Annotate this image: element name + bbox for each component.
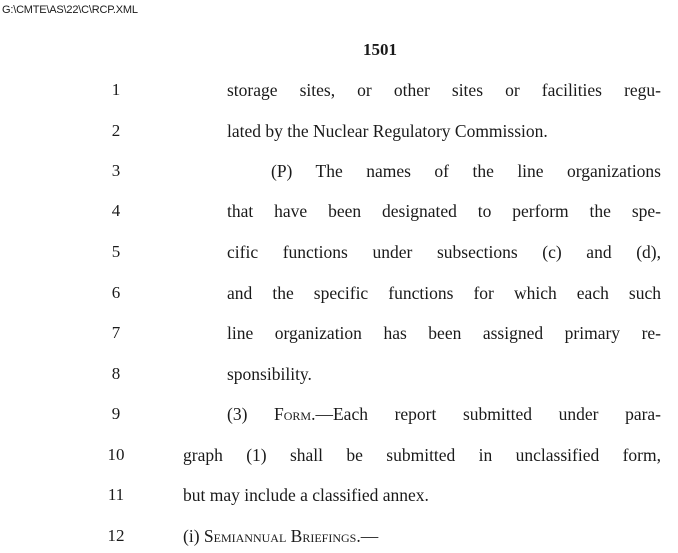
line-text: cific functions under subsections (c) and (d), xyxy=(227,242,661,262)
line-number: 3 xyxy=(111,161,121,180)
line-text: sponsibility. xyxy=(227,364,312,384)
paragraph-heading: Form xyxy=(274,404,312,424)
text-line xyxy=(0,482,678,508)
text-line xyxy=(0,118,678,144)
text-line xyxy=(0,280,678,306)
page-number: 1501 xyxy=(363,40,397,59)
line-text: (P) The names of the line organizations xyxy=(271,161,661,181)
text-line xyxy=(0,198,678,224)
line-text xyxy=(183,523,378,549)
line-number: 10 xyxy=(107,445,125,464)
line-number: 4 xyxy=(111,201,121,220)
text-line xyxy=(0,361,678,387)
paragraph-marker: (i) xyxy=(183,526,204,546)
line-number: 12 xyxy=(107,526,125,545)
line-text: that have been designated to perform the spe- xyxy=(227,201,661,221)
line-number: 5 xyxy=(111,242,121,261)
paragraph-text: .—Each report submitted under para- xyxy=(311,404,662,424)
line-number: 11 xyxy=(107,485,125,504)
line-text: storage sites, or other sites or facilities regu- xyxy=(227,80,661,100)
line-number: 6 xyxy=(111,283,121,302)
line-text xyxy=(227,401,661,427)
line-number: 9 xyxy=(111,404,121,423)
file-path: G:\CMTE\AS\22\C\RCP.XML xyxy=(2,4,138,16)
line-number: 7 xyxy=(111,323,121,342)
text-line xyxy=(0,320,678,346)
text-line xyxy=(0,523,678,549)
line-number: 1 xyxy=(111,80,121,99)
line-number: 2 xyxy=(111,121,121,140)
text-line xyxy=(0,77,678,103)
text-line xyxy=(0,401,678,427)
line-text: line organization has been assigned primary re- xyxy=(227,323,661,343)
text-line xyxy=(0,442,678,468)
paragraph-text: .— xyxy=(356,526,379,546)
line-text: but may include a classified annex. xyxy=(183,485,429,505)
paragraph-marker: (3) xyxy=(227,404,275,424)
text-line xyxy=(0,158,678,184)
text-line xyxy=(0,239,678,265)
line-text: graph (1) shall be submitted in unclassified form, xyxy=(183,445,661,465)
line-text: lated by the Nuclear Regulatory Commission. xyxy=(227,121,548,141)
line-number: 8 xyxy=(111,364,121,383)
paragraph-heading: Semiannual Briefings xyxy=(203,526,357,546)
line-text: and the specific functions for which each such xyxy=(227,283,661,303)
